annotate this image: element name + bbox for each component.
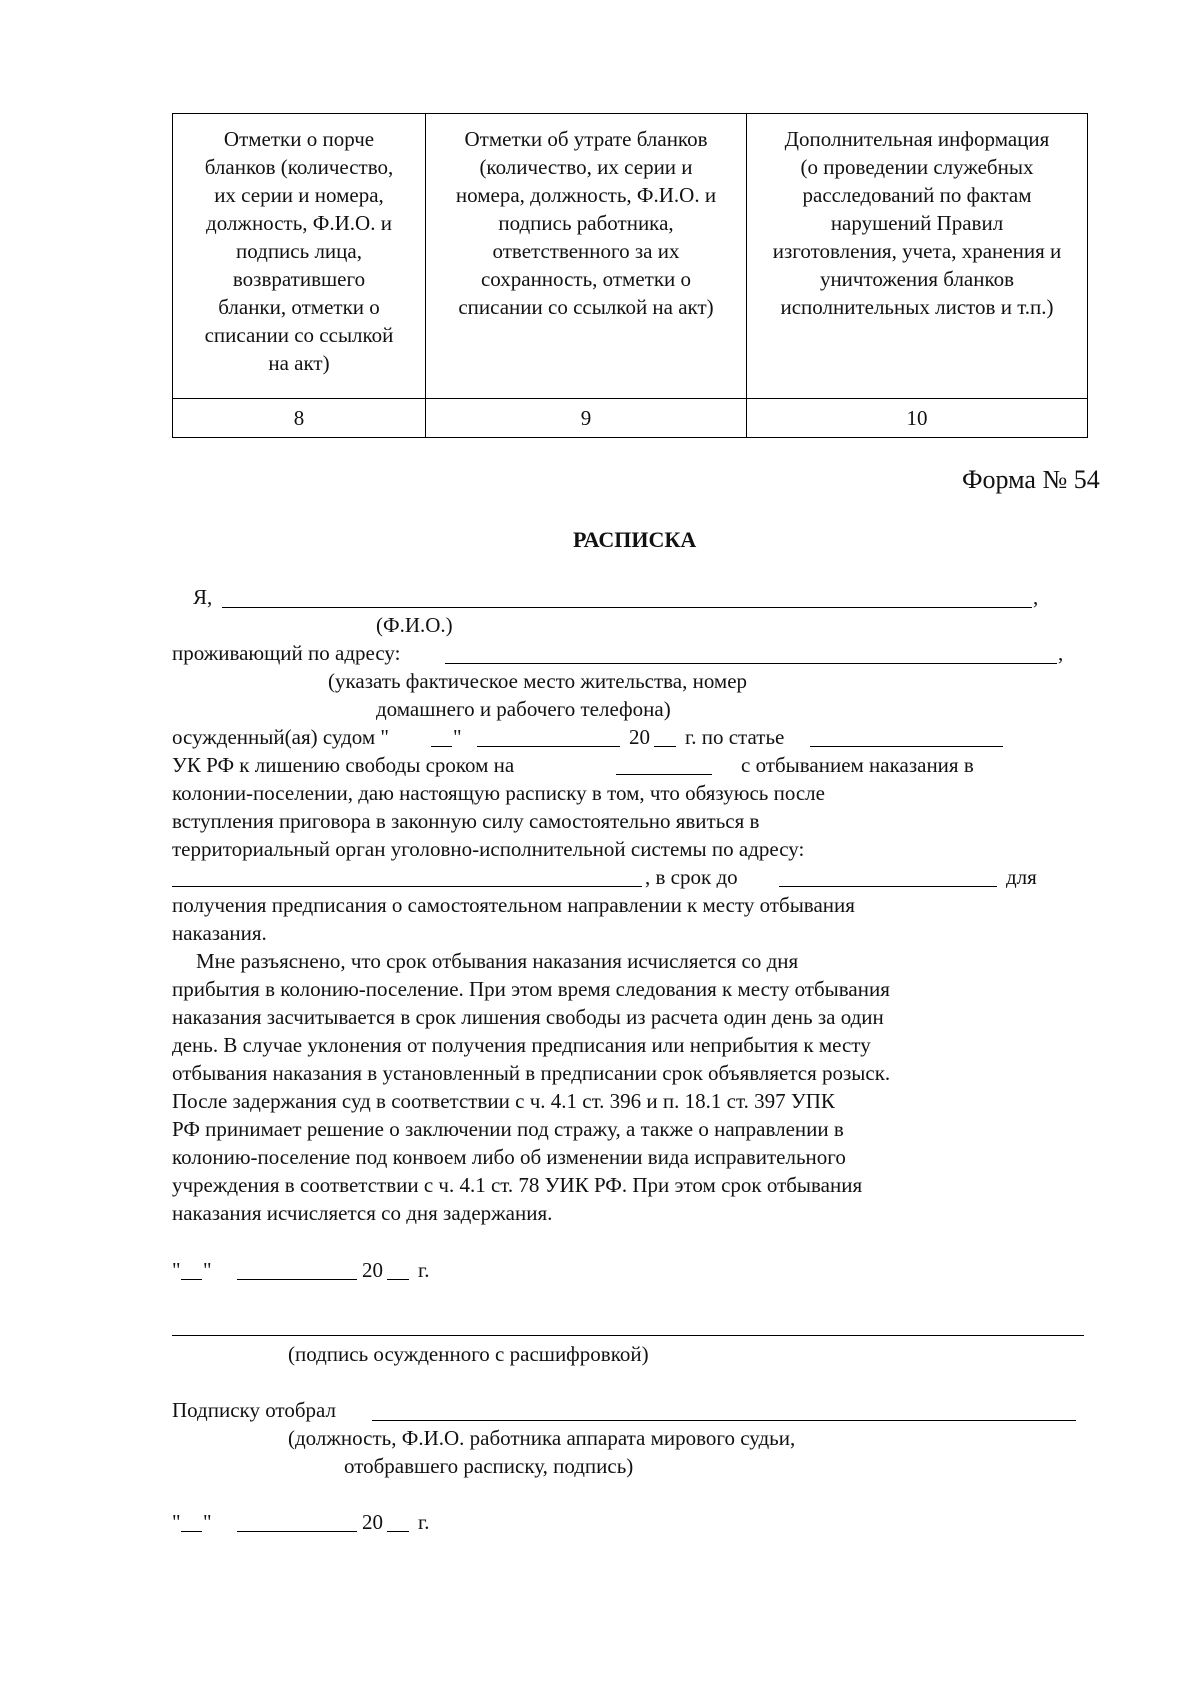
header-line: списании со ссылкой	[204, 323, 394, 347]
header-line: Дополнительная информация	[784, 127, 1050, 151]
year-field-line[interactable]	[654, 746, 676, 747]
header-line: ответственного за их	[492, 239, 680, 263]
day-field-line[interactable]	[431, 746, 452, 747]
fio-field-line[interactable]	[222, 607, 1032, 608]
paragraph-line: получения предписания о самостоятельном направлении к месту отбывания	[172, 893, 855, 917]
address-label: проживающий по адресу:	[172, 641, 401, 665]
header-line: уничтожения бланков	[819, 267, 1015, 291]
address-hint-line2: домашнего и рабочего телефона)	[376, 697, 671, 721]
date-year-field-line[interactable]	[387, 1531, 409, 1532]
header-line: расследований по фактам	[802, 183, 1032, 207]
table-number-row	[173, 399, 1088, 438]
paragraph-line: прибытия в колонию-поселение. При этом время следования к месту отбывания	[172, 977, 890, 1001]
paragraph-line: Мне разъяснено, что срок отбывания наказания исчисляется со дня	[196, 949, 799, 973]
date-month-field-line[interactable]	[237, 1279, 357, 1280]
convicted-text: осужденный(ая) судом "	[172, 725, 389, 749]
date-day-field-line[interactable]	[181, 1279, 202, 1280]
comma: ,	[1033, 585, 1039, 609]
year-prefix: 20	[362, 1258, 383, 1282]
header-line: их серии и номера,	[214, 183, 384, 207]
uis-address-field-line[interactable]	[172, 886, 642, 887]
header-line: сохранность, отметки о	[480, 267, 692, 291]
paragraph-line: РФ принимает решение о заключении под стражу, а также о направлении в	[172, 1117, 844, 1141]
header-cell-8	[173, 114, 426, 399]
column-number-9: 9	[426, 399, 747, 438]
column-number-8: 8	[173, 399, 426, 438]
deadline-text-end: для	[1006, 865, 1037, 889]
deadline-field-line[interactable]	[779, 886, 997, 887]
header-line: на акт)	[268, 351, 330, 375]
header-line: изготовления, учета, хранения и	[772, 239, 1062, 263]
taken-by-hint-line2: отобравшего расписку, подпись)	[344, 1454, 634, 1478]
paragraph-line: колонии-поселении, даю настоящую расписку в том, что обязуюсь после	[172, 781, 825, 805]
year-suffix: г.	[418, 1510, 430, 1534]
header-line: Отметки о порче	[223, 127, 375, 151]
quote: "	[453, 725, 462, 749]
form-number: Форма № 54	[962, 465, 1100, 494]
taken-by-hint-line1: (должность, Ф.И.О. работника аппарата мирового судьи,	[288, 1426, 796, 1450]
paragraph-line: отбывания наказания в установленный в предписании срок объявляется розыск.	[172, 1061, 891, 1085]
header-cell-9	[426, 114, 747, 399]
taken-by-label: Подписку отобрал	[172, 1398, 336, 1422]
month-field-line[interactable]	[477, 746, 620, 747]
quote: "	[172, 1510, 181, 1534]
header-line: возвратившего	[232, 267, 366, 291]
date-day-field-line[interactable]	[181, 1531, 202, 1532]
signature-hint: (подпись осужденного с расшифровкой)	[288, 1342, 649, 1366]
uk-text-end: с отбыванием наказания в	[741, 753, 974, 777]
header-line: нарушений Правил	[830, 211, 1004, 235]
header-cell-10	[747, 114, 1088, 399]
year-prefix: 20	[362, 1510, 383, 1534]
paragraph-line: вступления приговора в законную силу самостоятельно явиться в	[172, 809, 760, 833]
quote: "	[172, 1258, 181, 1282]
signature-field-line[interactable]	[172, 1335, 1084, 1336]
paragraph-line: После задержания суд в соответствии с ч. 4.1 ст. 396 и п. 18.1 ст. 397 УПК	[172, 1089, 835, 1113]
column-number-10: 10	[747, 399, 1088, 438]
paragraph-line: наказания.	[172, 921, 267, 945]
year-prefix: 20	[629, 725, 650, 749]
paragraph-line: колонию-поселение под конвоем либо об изменении вида исправительного	[172, 1145, 846, 1169]
quote: "	[203, 1258, 212, 1282]
quote: "	[203, 1510, 212, 1534]
header-line: подпись работника,	[498, 211, 674, 235]
paragraph-line: день. В случае уклонения от получения предписания или неприбытия к месту	[172, 1033, 871, 1057]
ya-label: Я,	[193, 585, 213, 609]
fio-hint: (Ф.И.О.)	[376, 613, 453, 637]
paragraph-line: учреждения в соответствии с ч. 4.1 ст. 78 УИК РФ. При этом срок отбывания	[172, 1173, 863, 1197]
uk-text: УК РФ к лишению свободы сроком на	[172, 753, 515, 777]
header-line: (о проведении служебных	[800, 155, 1034, 179]
header-line: бланки, отметки о	[218, 295, 380, 319]
taken-by-field-line[interactable]	[372, 1420, 1076, 1421]
table-header-row	[173, 114, 1088, 399]
header-line: списании со ссылкой на акт)	[458, 295, 714, 319]
paragraph-line: наказания засчитывается в срок лишения свободы из расчета один день за один	[172, 1005, 884, 1029]
comma: ,	[1058, 641, 1064, 665]
date-year-field-line[interactable]	[387, 1279, 409, 1280]
header-line: должность, Ф.И.О. и	[206, 211, 392, 235]
year-suffix: г.	[418, 1258, 430, 1282]
paragraph-line: территориальный орган уголовно-исполнительной системы по адресу:	[172, 837, 805, 861]
deadline-label: , в срок до	[645, 865, 738, 889]
header-line: исполнительных листов и т.п.)	[780, 295, 1054, 319]
header-line: бланков (количество,	[204, 155, 394, 179]
date-month-field-line[interactable]	[237, 1531, 357, 1532]
article-field-line[interactable]	[810, 746, 1003, 747]
blank-accounting-table	[172, 113, 1088, 438]
header-line: (количество, их серии и	[479, 155, 693, 179]
term-field-line[interactable]	[616, 774, 712, 775]
header-line: номера, должность, Ф.И.О. и	[455, 183, 717, 207]
article-label: г. по статье	[685, 725, 785, 749]
address-field-line[interactable]	[445, 663, 1057, 664]
header-line: подпись лица,	[236, 239, 362, 263]
header-line: Отметки об утрате бланков	[464, 127, 708, 151]
document-title: РАСПИСКА	[573, 527, 697, 552]
paragraph-line: наказания исчисляется со дня задержания.	[172, 1201, 553, 1225]
address-hint-line1: (указать фактическое место жительства, номер	[328, 669, 748, 693]
